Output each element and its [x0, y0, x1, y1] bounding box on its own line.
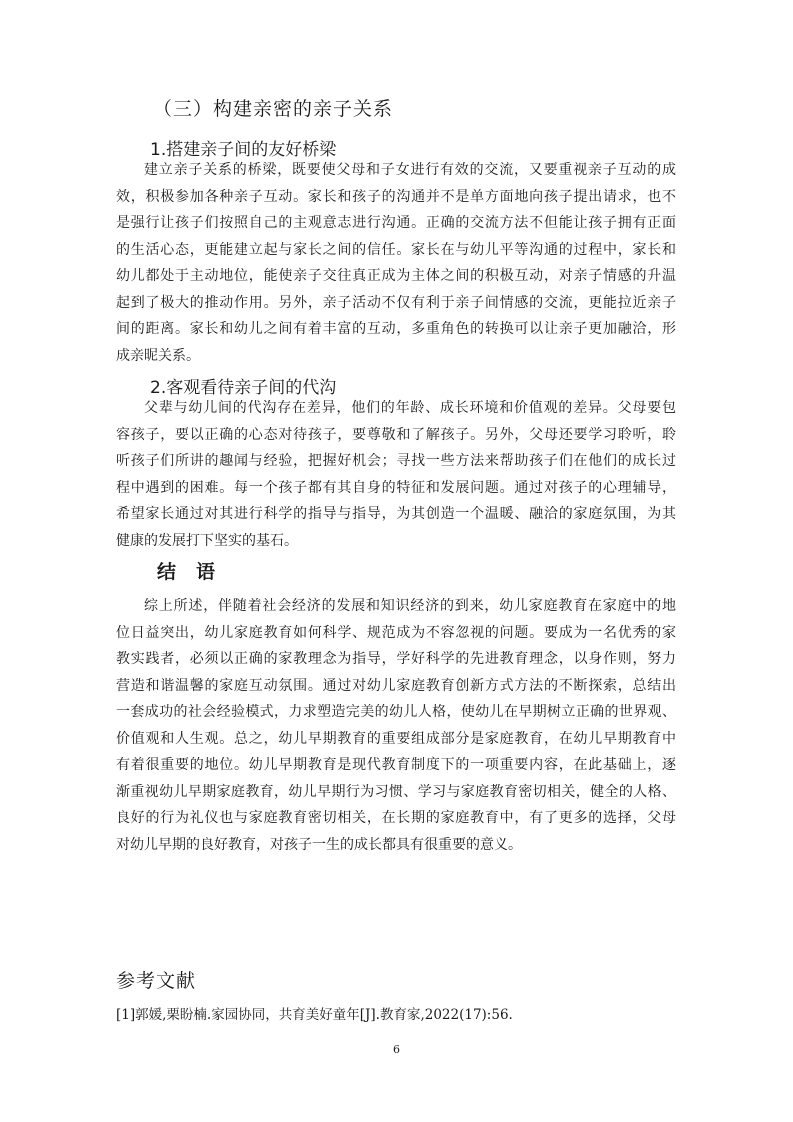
paragraph-line: 效，积极参加各种亲子互动。家长和孩子的沟通并不是单方面地向孩子提出请求，也不 [116, 188, 676, 205]
subsection-heading-2: 2.客观看待亲子间的代沟 [150, 378, 337, 398]
conclusion-heading: 结语 [157, 561, 236, 583]
paragraph-line: 一套成功的社会经验模式，力求塑造完美的幼儿人格，使幼儿在早期树立正确的世界观、 [116, 704, 676, 720]
paragraph-line: 起到了极大的推动作用。另外，亲子活动不仅有利于亲子间情感的交流，更能拉近亲子 [116, 294, 676, 311]
paragraph-line: 希望家长通过对其进行科学的指导与指导，为其创造一个温暖、融洽的家庭氛围，为其 [116, 506, 676, 522]
paragraph-line: 是强行让孩子们按照自己的主观意志进行沟通。正确的交流方法不但能让孩子拥有正面 [116, 215, 676, 231]
paragraph-line: 位日益突出，幼儿家庭教育如何科学、规范成为不容忽视的问题。要成为一名优秀的家 [116, 624, 676, 641]
paragraph-line: 价值观和人生观。总之，幼儿早期教育的重要组成部分是家庭教育，在幼儿早期教育中 [116, 730, 676, 747]
subsection-heading-1: 1.搭建亲子间的友好桥梁 [150, 140, 337, 160]
paragraph-line: 良好的行为礼仪也与家庭教育密切相关，在长期的家庭教育中，有了更多的选择，父母 [116, 810, 676, 826]
paragraph-line: 营造和谐温馨的家庭互动氛围。通过对幼儿家庭教育创新方式方法的不断探索，总结出 [116, 677, 676, 694]
paragraph-generation-gap [116, 395, 676, 554]
reference-item: [1]郭媛,栗盼楠.家园协同，共育美好童年[J].教育家,2022(17):56. [116, 1007, 513, 1023]
paragraph-line: 建立亲子关系的桥梁，既要使父母和子女进行有效的交流，又要重视亲子互动的成 [144, 162, 676, 178]
paragraph-line: 听孩子们所讲的趣闻与经验，把握好机会；寻找一些方法来帮助孩子们在他们的成长过 [116, 453, 676, 469]
paragraph-line: 的生活心态，更能建立起与家长之间的信任。家长在与幼儿平等沟通的过程中，家长和 [116, 241, 676, 258]
paragraph-line: 综上所述，伴随着社会经济的发展和知识经济的到来，幼儿家庭教育在家庭中的地 [144, 598, 676, 614]
paragraph-line: 间的距离。家长和幼儿之间有着丰富的互动，多重角色的转换可以让亲子更加融洽，形 [116, 321, 676, 337]
section-heading: （三）构建亲密的亲子关系 [153, 98, 394, 120]
paragraph-line: 容孩子，要以正确的心态对待孩子，要尊敬和了解孩子。另外，父母还要学习聆听，聆 [116, 426, 676, 443]
paragraph-line: 成亲昵关系。 [116, 347, 200, 364]
paragraph-line: 对幼儿早期的良好教育，对孩子一生的成长都具有很重要的意义。 [116, 836, 522, 853]
paragraph-line: 健康的发展打下坚实的基石。 [116, 532, 298, 549]
paragraph-friendly-bridge [116, 157, 676, 369]
page-number: 6 [393, 1043, 400, 1056]
paragraph-line: 教实践者，必须以正确的家教理念为指导，学好科学的先进教育理念，以身作则，努力 [116, 651, 676, 667]
paragraph-line: 父辈与幼儿间的代沟存在差异，他们的年龄、成长环境和价值观的差异。父母要包 [144, 400, 676, 416]
paragraph-line: 渐重视幼儿早期家庭教育，幼儿早期行为习惯、学习与家庭教育密切相关，健全的人格、 [116, 783, 676, 800]
paragraph-line: 有着很重要的地位。幼儿早期教育是现代教育制度下的一项重要内容，在此基础上，逐 [116, 757, 676, 773]
paragraph-line: 幼儿都处于主动地位，能使亲子交往真正成为主体之间的积极互动，对亲子情感的升温 [116, 268, 676, 284]
paragraph-conclusion [116, 593, 676, 858]
paragraph-line: 程中遇到的困难。每一个孩子都有其自身的特征和发展问题。通过对孩子的心理辅导， [116, 479, 676, 496]
references-heading: 参考文献 [116, 970, 197, 992]
